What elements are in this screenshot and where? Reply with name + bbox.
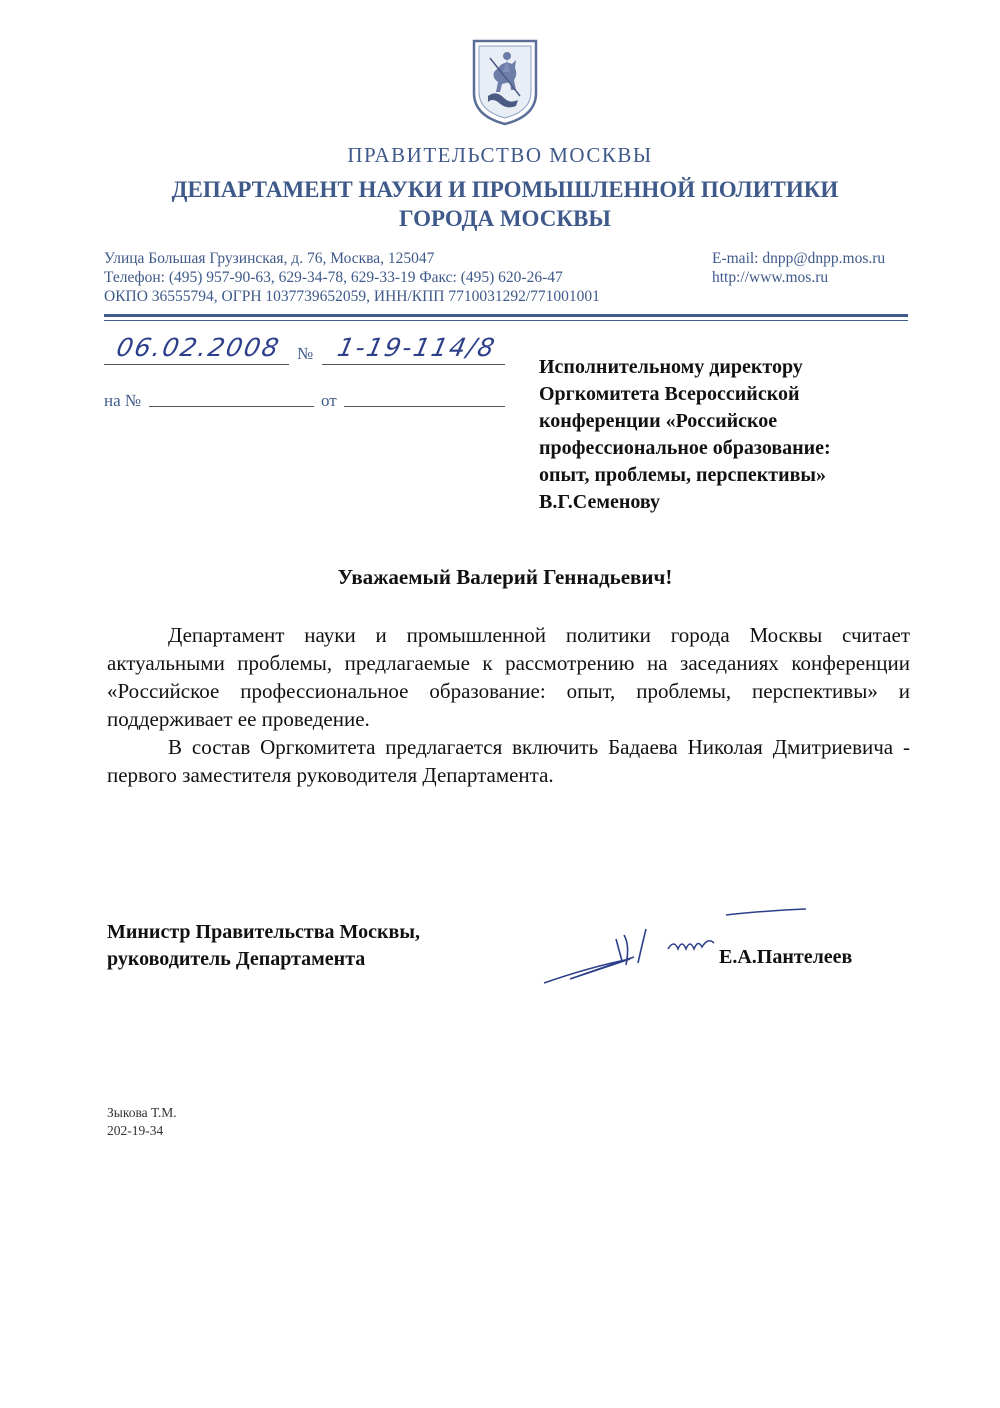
department-title-line-1: ДЕПАРТАМЕНТ НАУКИ И ПРОМЫШЛЕННОЙ ПОЛИТИКИ bbox=[171, 177, 839, 202]
greeting: Уважаемый Валерий Геннадьевич! bbox=[337, 565, 673, 589]
registration-codes: ОКПО 36555794, ОГРН 1037739652059, ИНН/КПП 7710031292/771001001 bbox=[104, 288, 600, 305]
addressee-line: конференции «Российское bbox=[539, 410, 778, 432]
letterhead-address-block bbox=[104, 249, 694, 306]
from-underline bbox=[344, 406, 505, 407]
date-underline bbox=[104, 364, 289, 365]
signatory-title bbox=[107, 919, 420, 973]
signatory-name: Е.А.Пантелеев bbox=[719, 946, 853, 968]
street-address: Улица Большая Грузинская, д. 76, Москва, 125047 bbox=[104, 250, 435, 267]
header-rule-thick bbox=[104, 314, 908, 317]
reference-label: на № bbox=[104, 391, 142, 410]
addressee-line: В.Г.Семенову bbox=[539, 491, 661, 513]
number-label: № bbox=[297, 344, 314, 363]
addressee-line: профессиональное образование: bbox=[539, 437, 831, 459]
executor-name: Зыкова Т.М. bbox=[107, 1105, 177, 1120]
handwritten-signature bbox=[530, 895, 820, 995]
body-paragraph-1: Департамент науки и промышленной политики города Москвы считает актуальными проблемы, предлагаемые к рассмотрению на заседаниях конференции «Российское профессиональное образование: опыт, проблемы, перспективы» и поддерживает ее проведение. bbox=[107, 623, 910, 731]
executor-phone: 202-19-34 bbox=[107, 1123, 164, 1138]
signatory-title-line-2: руководитель Департамента bbox=[107, 948, 366, 970]
reference-underline bbox=[149, 406, 314, 407]
body-paragraph-2: В состав Оргкомитета предлагается включить Бадаева Николая Дмитриевича - первого заместителя руководителя Департамента. bbox=[107, 735, 910, 787]
department-title bbox=[0, 175, 1000, 233]
from-label: от bbox=[321, 391, 337, 410]
addressee-line: Оргкомитета Всероссийской bbox=[539, 383, 800, 405]
phone-fax: Телефон: (495) 957-90-63, 629-34-78, 629-33-19 Факс: (495) 620-26-47 bbox=[104, 269, 563, 286]
signatory-title-line-1: Министр Правительства Москвы, bbox=[107, 921, 420, 943]
website-url: http://www.mos.ru bbox=[712, 269, 829, 286]
executor-info bbox=[107, 1104, 177, 1140]
handwritten-number: 1-19-114/8 bbox=[334, 333, 499, 362]
moscow-coat-of-arms-icon bbox=[470, 38, 540, 126]
addressee-line: опыт, проблемы, перспективы» bbox=[539, 464, 827, 486]
department-title-line-2: ГОРОДА МОСКВЫ bbox=[399, 206, 611, 231]
letterhead-contacts bbox=[712, 249, 942, 287]
addressee-line: Исполнительному директору bbox=[539, 356, 803, 378]
header-rule-thin bbox=[104, 320, 908, 321]
letter-body bbox=[107, 621, 910, 789]
email-address: E-mail: dnpp@dnpp.mos.ru bbox=[712, 250, 886, 267]
handwritten-date: 06.02.2008 bbox=[113, 333, 284, 362]
number-underline bbox=[322, 364, 505, 365]
addressee-block bbox=[539, 354, 919, 516]
government-title: ПРАВИТЕЛЬСТВО МОСКВЫ bbox=[347, 143, 653, 167]
